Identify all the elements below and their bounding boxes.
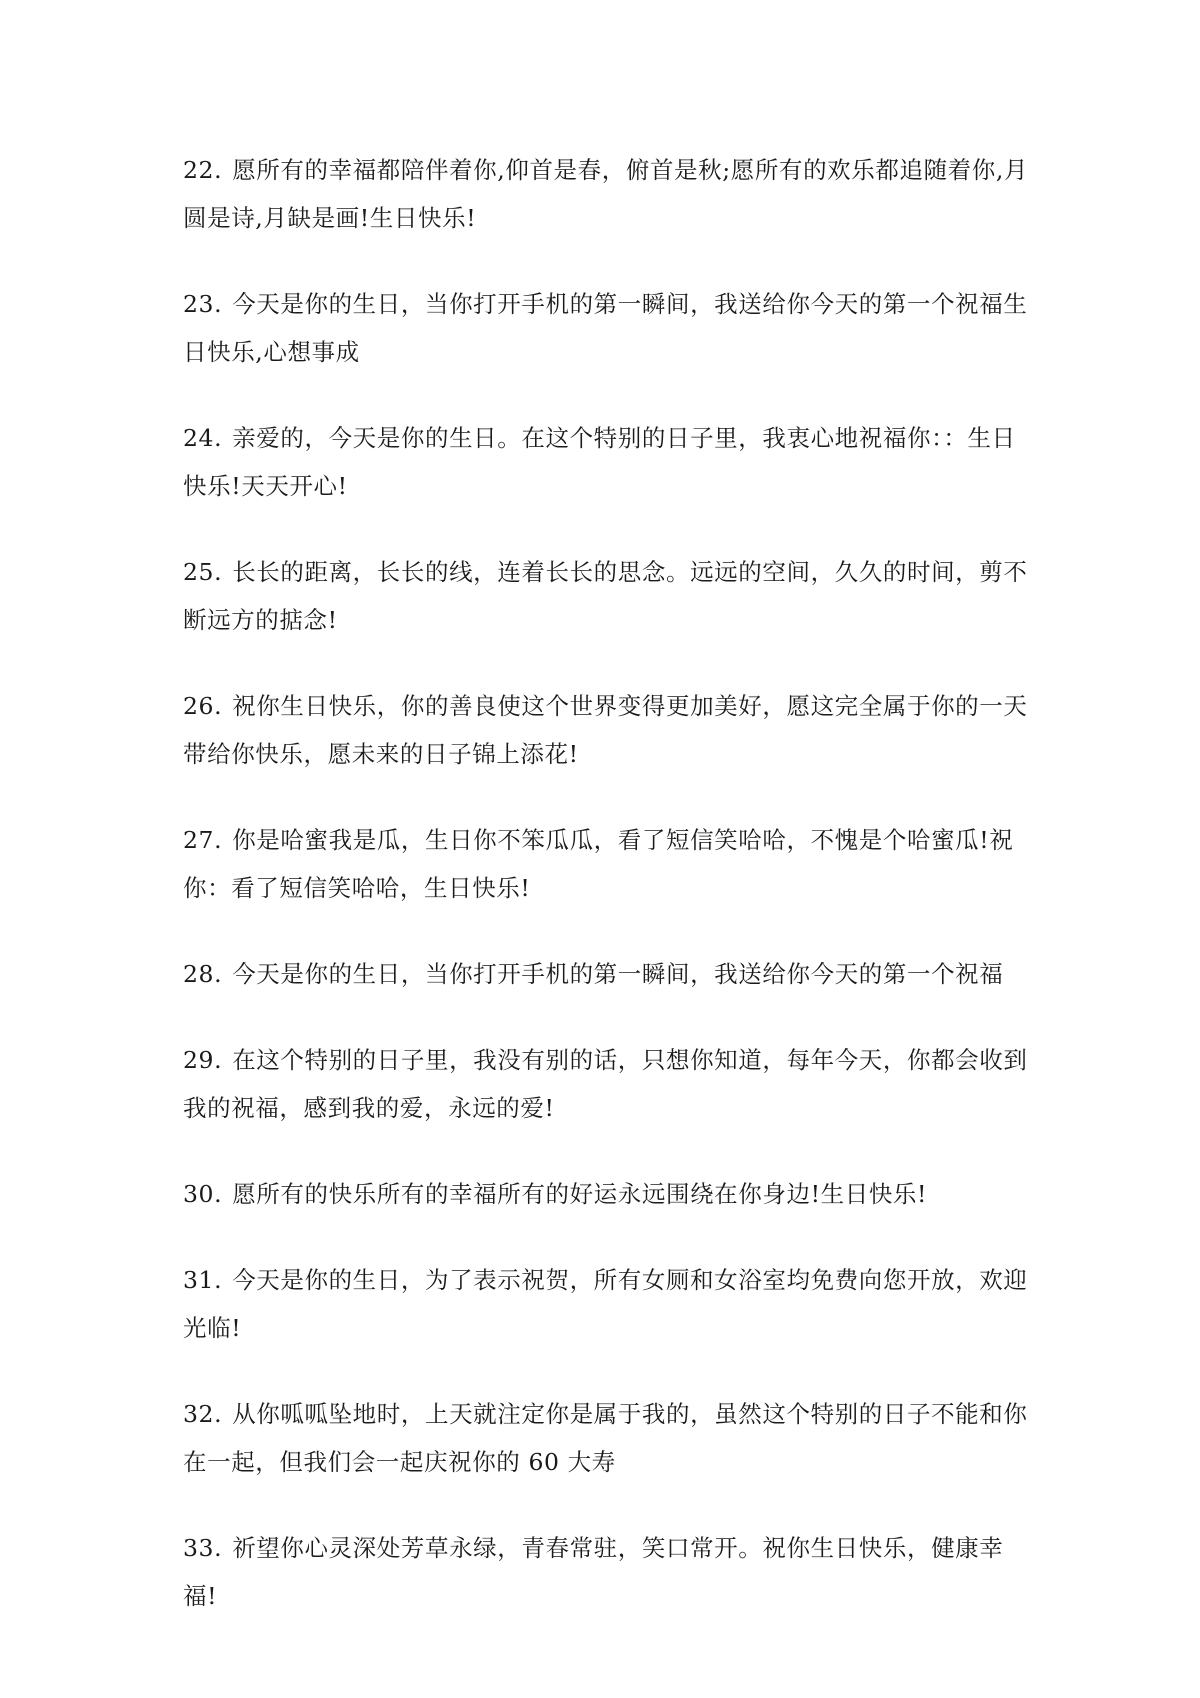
list-item bbox=[183, 548, 1033, 644]
item-number: 33. bbox=[183, 1534, 223, 1562]
item-text: 亲爱的，今天是你的生日。在这个特别的日子里，我衷心地祝福你：：生日快乐!天天开心! bbox=[183, 424, 1016, 500]
list-item bbox=[183, 682, 1033, 778]
item-text: 愿所有的快乐所有的幸福所有的好运永远围绕在你身边!生日快乐! bbox=[232, 1180, 928, 1208]
item-number: 31. bbox=[183, 1266, 223, 1294]
list-item bbox=[183, 1524, 1033, 1620]
item-text: 祝你生日快乐，你的善良使这个世界变得更加美好，愿这完全属于你的一天带给你快乐，愿未来的日子锦上添花! bbox=[183, 692, 1028, 768]
item-text: 你是哈蜜我是瓜，生日你不笨瓜瓜，看了短信笑哈哈，不愧是个哈蜜瓜!祝你：看了短信笑哈哈，生日快乐! bbox=[183, 826, 1014, 902]
item-number: 28. bbox=[183, 960, 223, 988]
item-text: 长长的距离，长长的线，连着长长的思念。远远的空间，久久的时间，剪不断远方的掂念! bbox=[183, 558, 1028, 634]
list-item bbox=[183, 146, 1033, 242]
item-number: 26. bbox=[183, 692, 223, 720]
list-item bbox=[183, 1170, 1033, 1218]
item-number: 22. bbox=[183, 156, 223, 184]
item-number: 30. bbox=[183, 1180, 223, 1208]
item-text: 今天是你的生日，当你打开手机的第一瞬间，我送给你今天的第一个祝福生日快乐,心想事成 bbox=[183, 290, 1028, 366]
list-item bbox=[183, 1390, 1033, 1486]
item-number: 32. bbox=[183, 1400, 223, 1428]
list-item bbox=[183, 816, 1033, 912]
wish-list bbox=[183, 146, 1033, 1658]
item-text: 在这个特别的日子里，我没有别的话，只想你知道，每年今天，你都会收到我的祝福，感到我的爱，永远的爱! bbox=[183, 1046, 1028, 1122]
item-text: 愿所有的幸福都陪伴着你,仰首是春，俯首是秋;愿所有的欢乐都追随着你,月圆是诗,月缺是画!生日快乐! bbox=[183, 156, 1029, 232]
item-number: 24. bbox=[183, 424, 223, 452]
item-text: 今天是你的生日，当你打开手机的第一瞬间，我送给你今天的第一个祝福 bbox=[232, 960, 1004, 988]
item-number: 27. bbox=[183, 826, 223, 854]
item-number: 23. bbox=[183, 290, 223, 318]
list-item bbox=[183, 1036, 1033, 1132]
item-text: 祈望你心灵深处芳草永绿，青春常驻，笑口常开。祝你生日快乐，健康幸福! bbox=[183, 1534, 1004, 1610]
item-number: 25. bbox=[183, 558, 223, 586]
list-item bbox=[183, 1256, 1033, 1352]
item-text: 今天是你的生日，为了表示祝贺，所有女厕和女浴室均免费向您开放，欢迎光临! bbox=[183, 1266, 1028, 1342]
item-text: 从你呱呱坠地时，上天就注定你是属于我的，虽然这个特别的日子不能和你在一起，但我们会一起庆祝你的 60 大寿 bbox=[183, 1400, 1028, 1476]
list-item bbox=[183, 414, 1033, 510]
list-item bbox=[183, 950, 1033, 998]
list-item bbox=[183, 280, 1033, 376]
item-number: 29. bbox=[183, 1046, 223, 1074]
